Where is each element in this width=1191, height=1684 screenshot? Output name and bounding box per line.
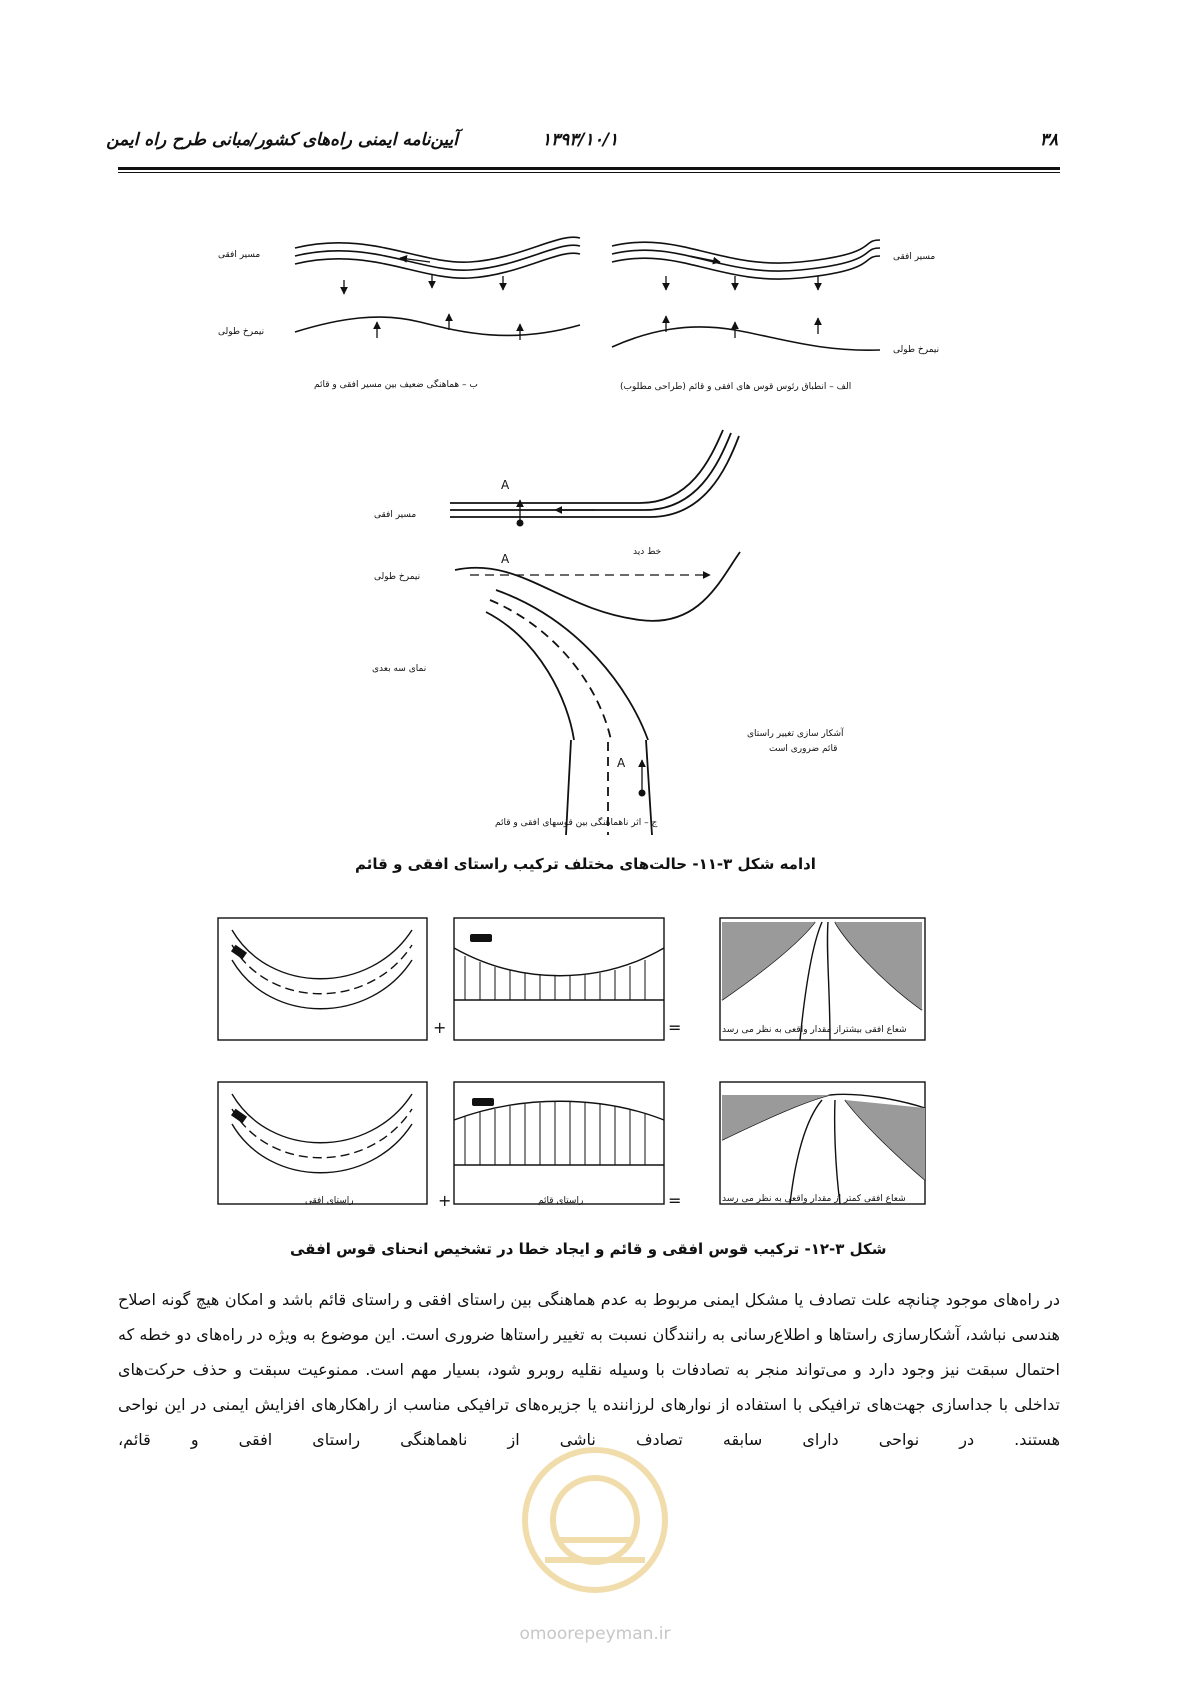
- page-number: ۳۸: [1039, 130, 1058, 150]
- panel-c-horizontal-label: مسیر افقی: [374, 510, 417, 520]
- watermark-seal: [490, 1440, 700, 1620]
- figure-12-caption: شکل ۳-۱۲- ترکیب قوس افقی و قائم و ایجاد خطا در تشخیص انحنای قوس افقی: [290, 1240, 887, 1258]
- row2-result-label: شعاع افقی کمتر از مقدار واقعی به نظر می رسد: [722, 1194, 906, 1204]
- panel-c-point-a-3d: A: [617, 756, 626, 770]
- panel-c-caption: ج – اثر ناهماهنگی بین قوسهای افقی و قائم: [495, 818, 658, 828]
- panel-c-point-a-top: A: [501, 478, 510, 492]
- header-date: ۱۳۹۳/۱۰/۱: [541, 130, 619, 150]
- label-horizontal: راستای افقی: [305, 1196, 354, 1206]
- panel-c-profile-label: نیمرخ طولی: [374, 572, 421, 582]
- label-vertical: راستای قائم: [538, 1196, 584, 1206]
- row2-plus: +: [438, 1191, 452, 1210]
- panel-a-profile-label: نیمرخ طولی: [893, 345, 940, 355]
- panel-a-horizontal-label: مسیر افقی: [893, 252, 936, 262]
- row1-equals: =: [668, 1018, 682, 1037]
- panel-c-note-line2: قائم ضروری است: [769, 744, 838, 754]
- body-paragraph: در راه‌های موجود چنانچه علت تصادف یا مشکل ایمنی مربوط به عدم هماهنگی بین راستای افقی و راستای قائم باشد و امکان هیچ گونه اصلاح هندسی نباشد، آشکارسازی راستاها و اطلاع‌رسانی به رانندگان نسبت به تغییر راستاها ضروری است. این موضوع به ویژه در راه‌های دو خطه که احتمال سبقت نیز وجود دارد و می‌تواند منجر به تصادفات با وسیله نقلیه روبرو شود، بسیار مهم است. ممنوعیت سبقت و حذف حرکت‌های تداخلی با جداسازی جهت‌های ترافیکی با استفاده از نوارهای لرزاننده یا جزیره‌های ترافیکی مناسب از راهکارهای افزایش ایمنی در این نواحی هستند. در نواحی دارای سابقه تصادف ناشی از ناهماهنگی راستای افقی و قائم،: [118, 1290, 1060, 1449]
- panel-a-caption: الف – انطباق رئوس قوس های افقی و قائم (طراحی مطلوب): [620, 382, 852, 392]
- row1-result-label: شعاع افقی بیشتراز مقدار واقعی به نظر می رسد: [722, 1025, 907, 1035]
- watermark-site: omoorepeyman.ir: [519, 1624, 671, 1644]
- figure-11-caption: ادامه شکل ۳-۱۱- حالت‌های مختلف ترکیب راستای افقی و قائم: [355, 855, 816, 873]
- panel-c-3d-label: نمای سه بعدی: [372, 664, 427, 674]
- panel-c-point-a-profile: A: [501, 552, 510, 566]
- panel-b-caption: ب – هماهنگی ضعیف بین مسیر افقی و قائم: [314, 380, 478, 390]
- row1-plus: +: [433, 1018, 447, 1037]
- panel-b-horizontal-label: مسیر افقی: [218, 250, 261, 260]
- header-title: آیین‌نامه ایمنی راه‌های کشور/مبانی طرح راه ایمن: [106, 130, 458, 150]
- panel-c-sight-line-label: خط دید: [633, 547, 662, 557]
- row2-equals: =: [668, 1191, 682, 1210]
- panel-c-note-line1: آشکار سازی تغییر راستای: [747, 729, 844, 739]
- panel-b-profile-label: نیمرخ طولی: [218, 327, 265, 337]
